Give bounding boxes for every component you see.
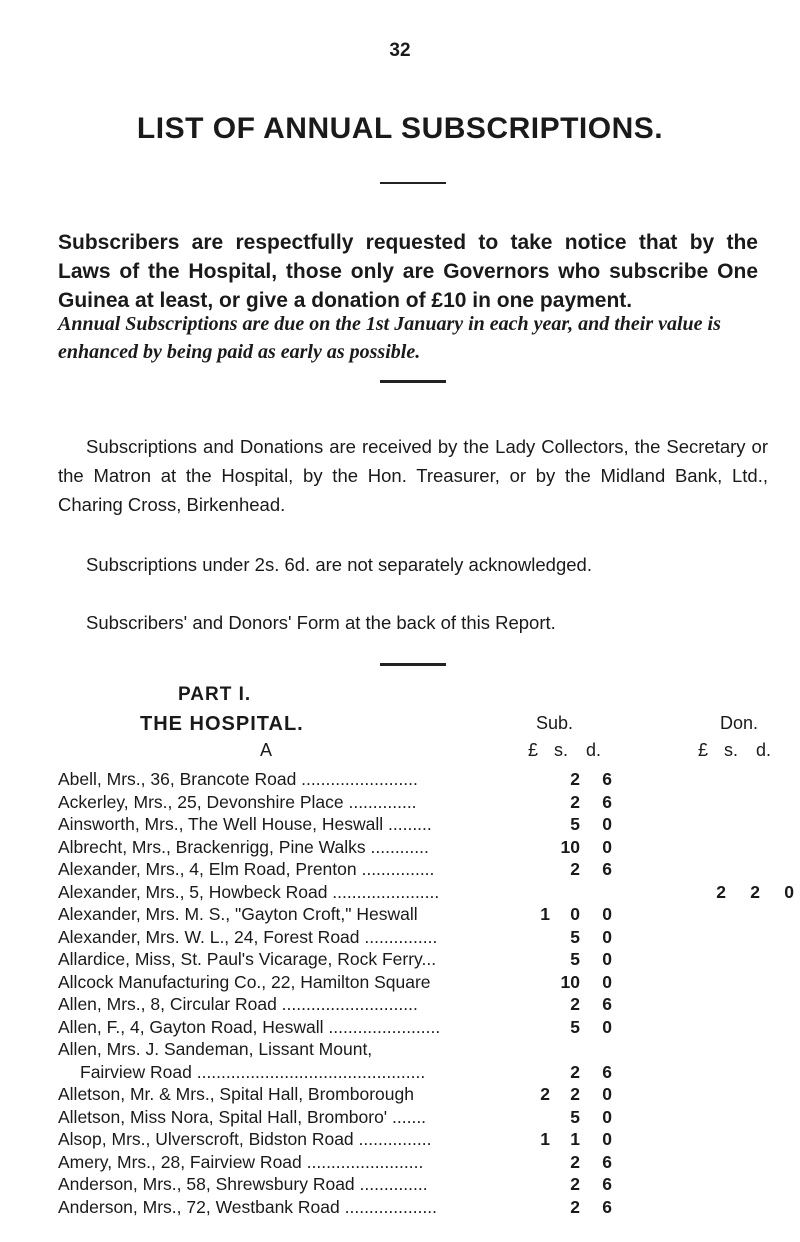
under-paragraph <box>58 550 768 579</box>
divider <box>380 380 446 383</box>
subscriber-name: Anderson, Mrs., 58, Shrewsbury Road .............. <box>58 1174 428 1194</box>
subscriber-name: Allcock Manufacturing Co., 22, Hamilton Square <box>58 971 431 992</box>
don-column-header: Don. <box>720 713 759 733</box>
subscription-pence: 6 <box>602 1061 612 1082</box>
subscription-shillings: 5 <box>570 1106 580 1127</box>
subscription-shillings: 2 <box>570 1196 580 1217</box>
don-pence-header: d. <box>756 740 772 760</box>
subscription-shillings: 0 <box>570 904 580 924</box>
list-item <box>58 1038 800 1061</box>
divider <box>380 663 446 666</box>
divider <box>380 182 446 184</box>
subscription-shillings: 2 <box>570 769 580 789</box>
subscription-shillings: 5 <box>570 1016 580 1037</box>
subscription-pence: 6 <box>602 859 612 879</box>
list-item <box>58 903 800 926</box>
subscription-shillings: 5 <box>570 814 580 834</box>
subscription-pence: 6 <box>602 994 612 1014</box>
subscriber-name: Albrecht, Mrs., Brackenrigg, Pine Walks ............ <box>58 836 429 857</box>
subscriber-name: Alexander, Mrs., 4, Elm Road, Prenton ............... <box>58 859 435 879</box>
subscription-pence: 6 <box>602 1151 612 1172</box>
list-item <box>58 1016 800 1039</box>
subscription-pence: 6 <box>602 791 612 812</box>
list-item <box>58 1128 800 1151</box>
subscription-pounds: 1 <box>540 904 550 924</box>
subscriber-name: Ackerley, Mrs., 25, Devonshire Place .............. <box>58 791 417 812</box>
subscription-shillings: 2 <box>570 1084 580 1104</box>
list-item <box>58 858 800 881</box>
subscription-shillings: 1 <box>570 1129 580 1149</box>
subscription-shillings: 10 <box>560 836 580 857</box>
subscription-pence: 6 <box>602 769 612 789</box>
subscription-pence: 0 <box>602 971 612 992</box>
part-title: PART I. <box>178 684 252 705</box>
list-item <box>58 1106 800 1129</box>
list-item <box>58 791 800 814</box>
subscriber-name: Anderson, Mrs., 72, Westbank Road ................... <box>58 1196 438 1217</box>
don-pound-header: £ <box>698 740 709 760</box>
subscriber-name: Alexander, Mrs., 5, Howbeck Road ...................... <box>58 881 440 902</box>
page-number: 32 <box>389 40 411 61</box>
subscription-shillings: 2 <box>570 1061 580 1082</box>
subscriber-name: Ainsworth, Mrs., The Well House, Heswall ......... <box>58 814 432 834</box>
subscriber-name: Alexander, Mrs. W. L., 24, Forest Road ............... <box>58 926 438 947</box>
subscription-pence: 6 <box>602 1196 612 1217</box>
list-item <box>58 948 800 971</box>
list-item <box>58 1196 800 1219</box>
received-text: Subscriptions and Donations are received by the Lady Collectors, the Secretary or the Matron at the Hospital, by the Hon. Treasurer, or by the Midland Bank, Ltd., Charing Cross, Birkenhead. <box>58 436 768 515</box>
governor-notice: Subscribers are respectfully requested to take notice that by the Laws of the Hospital, those only are Governors who subscribe One Guinea at least, or give a donation of £10 in one payment. <box>58 231 758 312</box>
subscription-shillings: 2 <box>570 859 580 879</box>
subscription-shillings: 2 <box>570 1151 580 1172</box>
donation-shillings: 2 <box>750 881 760 902</box>
subscription-pence: 0 <box>602 904 612 924</box>
subscriber-name: Allen, F., 4, Gayton Road, Heswall ....................... <box>58 1016 441 1037</box>
subscription-pounds: 1 <box>540 1129 550 1149</box>
section-title: THE HOSPITAL. <box>140 713 304 735</box>
subscription-shillings: 2 <box>570 1174 580 1194</box>
list-item <box>58 926 800 949</box>
section-letter: A <box>260 740 273 760</box>
subscription-pence: 0 <box>602 814 612 834</box>
subscriber-name: Allen, Mrs., 8, Circular Road ............................ <box>58 994 418 1014</box>
subscription-shillings: 2 <box>570 994 580 1014</box>
list-item <box>58 971 800 994</box>
subscriber-name: Allardice, Miss, St. Paul's Vicarage, Rock Ferry... <box>58 949 437 969</box>
subscriber-name: Alsop, Mrs., Ulverscroft, Bidston Road ............... <box>58 1129 432 1149</box>
subscriber-name: Abell, Mrs., 36, Brancote Road ........................ <box>58 769 418 789</box>
form-paragraph <box>58 608 768 637</box>
list-item <box>58 1061 800 1084</box>
list-item <box>58 1151 800 1174</box>
sub-column-header: Sub. <box>536 713 574 733</box>
subscriber-name: Alletson, Mr. & Mrs., Spital Hall, Bromborough <box>58 1084 414 1104</box>
list-item <box>58 768 800 791</box>
don-shilling-header: s. <box>724 740 739 760</box>
subscriber-name: Alletson, Miss Nora, Spital Hall, Bromboro' ....... <box>58 1106 427 1127</box>
subscription-pence: 0 <box>602 1084 612 1104</box>
sub-pence-header: d. <box>586 740 602 760</box>
page-title: LIST OF ANNUAL SUBSCRIPTIONS. <box>136 112 664 145</box>
subscription-shillings: 10 <box>560 971 580 992</box>
subscription-pence: 0 <box>602 1016 612 1037</box>
subscriber-name: Fairview Road ............................................... <box>80 1061 426 1082</box>
subscriber-name: Allen, Mrs. J. Sandeman, Lissant Mount, <box>58 1039 373 1059</box>
subscription-pence: 0 <box>602 949 612 969</box>
subscription-shillings: 5 <box>570 949 580 969</box>
list-item <box>58 836 800 859</box>
under-text: Subscriptions under 2s. 6d. are not separately acknowledged. <box>86 554 592 575</box>
sub-shilling-header: s. <box>554 740 569 760</box>
list-item <box>58 1173 800 1196</box>
list-item <box>58 813 800 836</box>
donation-pence: 0 <box>784 881 794 902</box>
received-paragraph <box>58 432 768 519</box>
subscription-shillings: 2 <box>570 791 580 812</box>
list-item <box>58 881 800 904</box>
subscriber-name: Amery, Mrs., 28, Fairview Road ........................ <box>58 1151 424 1172</box>
subscription-list <box>58 768 800 1218</box>
subscriber-name: Alexander, Mrs. M. S., "Gayton Croft," Heswall <box>58 904 418 924</box>
list-item <box>58 1083 800 1106</box>
subscription-pence: 0 <box>602 1106 612 1127</box>
subscription-pounds: 2 <box>540 1084 550 1104</box>
subscription-pence: 0 <box>602 926 612 947</box>
form-text: Subscribers' and Donors' Form at the back of this Report. <box>86 612 556 633</box>
subscription-pence: 0 <box>602 1129 612 1149</box>
list-item <box>58 993 800 1016</box>
donation-pounds: 2 <box>716 881 726 902</box>
subscription-shillings: 5 <box>570 926 580 947</box>
subscription-pence: 0 <box>602 836 612 857</box>
due-date-notice: Annual Subscriptions are due on the 1st January in each year, and their value is enhanced by being paid as early as possible. <box>58 313 721 363</box>
subscription-pence: 6 <box>602 1174 612 1194</box>
sub-pound-header: £ <box>528 740 539 760</box>
